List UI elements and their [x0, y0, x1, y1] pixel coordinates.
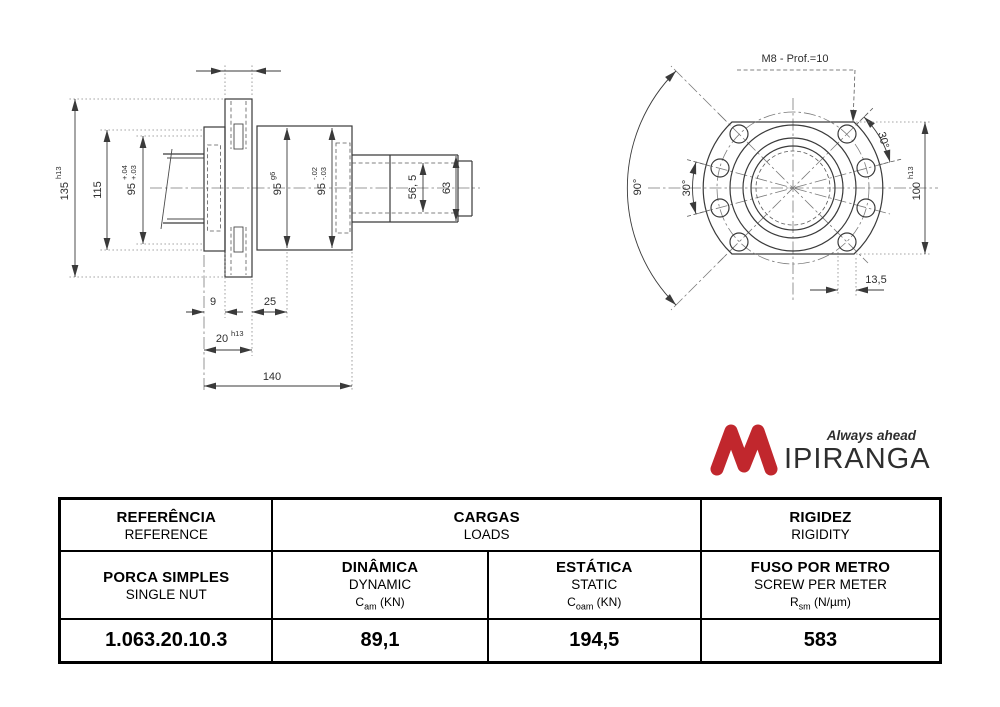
col-product-title: PORCA SIMPLES [103, 568, 230, 586]
header-rigidity-title: RIGIDEZ [789, 508, 852, 526]
col-product-subtitle: SINGLE NUT [125, 586, 207, 602]
dim-screw-label: 63 [441, 181, 453, 195]
col-static [489, 552, 702, 620]
header-reference-title: REFERÊNCIA [116, 508, 216, 526]
col-dynamic-subtitle: DYNAMIC [348, 576, 412, 592]
spec-table [58, 497, 942, 664]
logo [717, 428, 931, 475]
header-reference-subtitle: REFERENCE [124, 526, 208, 542]
col-static-subtitle: STATIC [571, 576, 618, 592]
brand-mark-icon [717, 431, 771, 469]
col-screw-per-meter [702, 552, 939, 620]
dim-bolt-circle-label: 115 [92, 181, 104, 199]
value-static-load: 194,5 [489, 620, 702, 661]
header-rigidity-subtitle: RIGIDITY [791, 526, 850, 542]
value-reference: 1.063.20.10.3 [61, 620, 273, 661]
dim-flange-offset-label: 9 [209, 296, 217, 308]
dim-spigot-label: 95 [126, 183, 138, 196]
col-screw-per-meter-title: FUSO POR METRO [750, 558, 891, 576]
side-view [54, 64, 480, 392]
angle-span-label: 90° [632, 178, 644, 196]
value-dynamic-load: 89,1 [273, 620, 488, 661]
dim-body-tol-top: -.02 [310, 167, 319, 180]
dim-bore-label: 56, 5 [407, 174, 419, 200]
col-product [61, 552, 273, 620]
header-rigidity [702, 500, 939, 552]
dim-flange-od-tol: h13 [54, 166, 63, 179]
thread-note-label: M8 - Prof.=10 [761, 53, 829, 65]
angle-left-label: 30° [681, 179, 693, 197]
dim-spigot-tol-top: +.04 [120, 165, 129, 180]
dim-flange-width-label: 20 [215, 333, 229, 345]
col-dynamic-symbol: $C_{am}$ (KN) [355, 594, 405, 612]
col-dynamic-title: DINÂMICA [341, 558, 419, 576]
dim-shoulder-label: 25 [263, 296, 277, 308]
brand-name: IPIRANGA [784, 443, 931, 475]
col-screw-per-meter-symbol: $R_{sm}$ (N/µm) [789, 594, 851, 612]
dim-flange-width-tol: h13 [231, 329, 244, 338]
dim-body-label: 95 [316, 183, 328, 196]
header-reference [61, 500, 273, 552]
header-loads-subtitle: LOADS [463, 526, 510, 542]
dim-spigot-tol-bot: +.03 [129, 165, 138, 180]
dim-across-flats-label: 100 [911, 182, 923, 201]
dim-body-fit-class: g6 [268, 171, 277, 180]
dim-hole-dia-label: 13,5 [865, 274, 887, 286]
value-rigidity: 583 [803, 629, 838, 651]
header-loads [273, 500, 701, 552]
col-static-symbol: $C_{oam}$ (KN) [567, 594, 622, 612]
dim-body-fit-label: 95 [272, 183, 284, 196]
dim-across-flats-tol: h13 [906, 166, 915, 179]
dim-body-tol-bot: -.03 [319, 167, 328, 180]
dim-flange-od-label: 135 [59, 182, 71, 201]
col-screw-per-meter-subtitle: SCREW PER METER [754, 576, 887, 592]
col-static-title: ESTÁTICA [555, 558, 633, 576]
col-dynamic [273, 552, 488, 620]
brand-tagline: Always ahead [826, 428, 916, 443]
dim-total-length-label: 140 [262, 371, 282, 383]
front-view [627, 53, 938, 310]
angle-right-label: 30° [875, 130, 891, 150]
header-loads-title: CARGAS [453, 508, 520, 526]
